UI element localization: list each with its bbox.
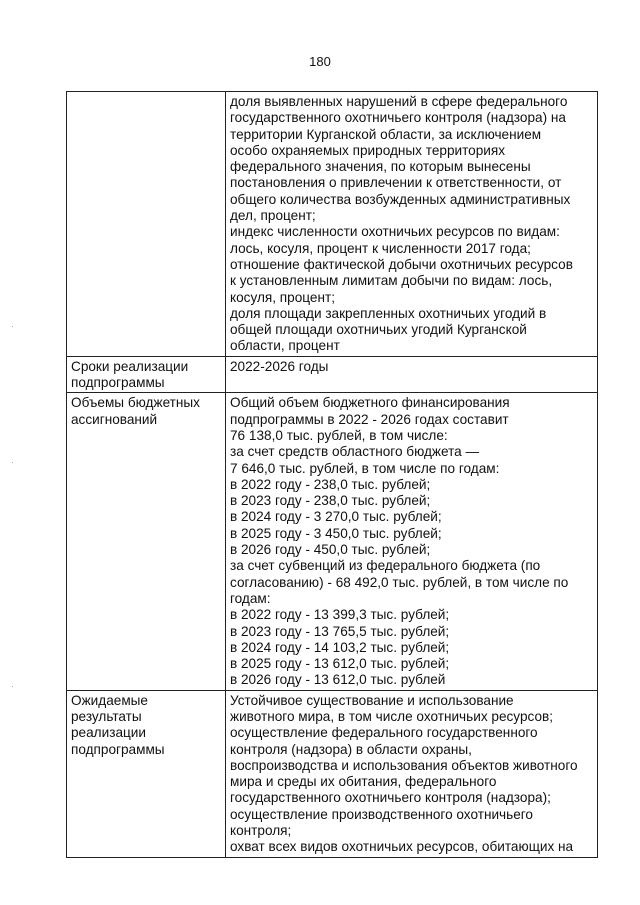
row-label-cell [67,393,226,690]
text-line: Устойчивое существование и использование [230,692,514,708]
text-line: реализации [71,725,146,741]
text-line: за счет средств областного бюджета — [230,444,480,460]
text-line: в 2026 году - 450,0 тыс. рублей; [230,542,431,558]
text-line: мира и среды их обитания, федерального [230,774,497,790]
text-line: годам: [230,590,271,606]
text-line: области, процент [230,338,340,354]
table-row [67,92,598,357]
text-line: государственного охотничьего контроля (надзора) на [230,110,566,126]
text-line: животного мира, в том числе охотничьих ресурсов; [230,708,554,724]
text-line: постановления о привлечении к ответственности, от [230,175,562,191]
text-line: воспроизводства и использования объектов животного [230,757,578,773]
table-row [67,356,598,393]
text-line: косуля, процент; [230,289,335,305]
text-line: подпрограммы [71,741,165,757]
text-line: в 2022 году - 238,0 тыс. рублей; [230,476,431,492]
implementation-period-cell [226,356,598,393]
budget-allocations-cell [226,393,598,690]
text-line: отношение фактической добычи охотничьих ресурсов [230,256,573,272]
row-label-cell [67,690,226,857]
text-line: результаты [71,708,142,724]
text-line: в 2024 году - 3 270,0 тыс. рублей; [230,509,442,525]
text-line: Сроки реализации [71,358,189,374]
text-line: Общий объем бюджетного финансирования [230,395,510,411]
text-line: доля площади закрепленных охотничьих угодий в [230,305,547,321]
text-line: охват всех видов охотничьих ресурсов, обитающих на [230,839,574,855]
text-line: в 2025 году - 13 612,0 тыс. рублей; [230,656,450,672]
text-line: за счет субвенций из федерального бюджета (по [230,558,541,574]
text-line: осуществление федерального государственного [230,725,538,741]
text-line: контроля; [230,823,292,839]
text-line: 2022-2026 годы [230,358,329,374]
indicators-cell [226,92,598,357]
text-line: ассигнований [71,411,158,427]
text-line: особо охраняемых природных территориях [230,142,506,158]
text-line: подпрограммы в 2022 - 2026 годах составит [230,411,509,427]
margin-mark: · [11,681,14,691]
row-label-cell [67,356,226,393]
text-line: территории Курганской области, за исключением [230,126,542,142]
text-line: согласованию) - 68 492,0 тыс. рублей, в том числе по [230,574,569,590]
page-number: 180 [309,54,331,69]
margin-mark: · [11,321,14,331]
text-line: в 2023 году - 13 765,5 тыс. рублей; [230,623,450,639]
text-line: в 2023 году - 238,0 тыс. рублей; [230,493,431,509]
text-line: в 2026 году - 13 612,0 тыс. рублей [230,672,446,688]
text-line: лось, косуля, процент к численности 2017 года; [230,240,531,256]
expected-results-cell [226,690,598,857]
row-label-cell [67,92,226,357]
text-line: доля выявленных нарушений в сфере федерального [230,94,568,109]
text-line: осуществление производственного охотничьего [230,806,533,822]
text-line: Объемы бюджетных [71,395,200,411]
text-line: в 2025 году - 3 450,0 тыс. рублей; [230,525,442,541]
text-line: к установленным лимитам добычи по видам: лось, [230,273,553,289]
text-line: индекс численности охотничьих ресурсов по видам: [230,224,560,240]
text-line: 76 138,0 тыс. рублей, в том числе: [230,427,448,443]
text-line: в 2024 году - 14 103,2 тыс. рублей; [230,639,450,655]
table-row [67,393,598,690]
table-row [67,690,598,857]
text-line: федерального значения, по которым вынесены [230,159,531,175]
text-line: 7 646,0 тыс. рублей, в том числе по годам: [230,460,500,476]
text-line: дел, процент; [230,208,316,224]
text-line: общей площади охотничьих угодий Курганской [230,322,527,338]
text-line: Ожидаемые [71,692,148,708]
text-line: государственного охотничьего контроля (надзора); [230,790,551,806]
text-line: общего количества возбужденных административных [230,191,571,207]
margin-mark: · [11,457,14,467]
subprogram-passport-table [66,91,598,858]
text-line: подпрограммы [71,375,165,391]
text-line: в 2022 году - 13 399,3 тыс. рублей; [230,607,450,623]
text-line: контроля (надзора) в области охраны, [230,741,472,757]
